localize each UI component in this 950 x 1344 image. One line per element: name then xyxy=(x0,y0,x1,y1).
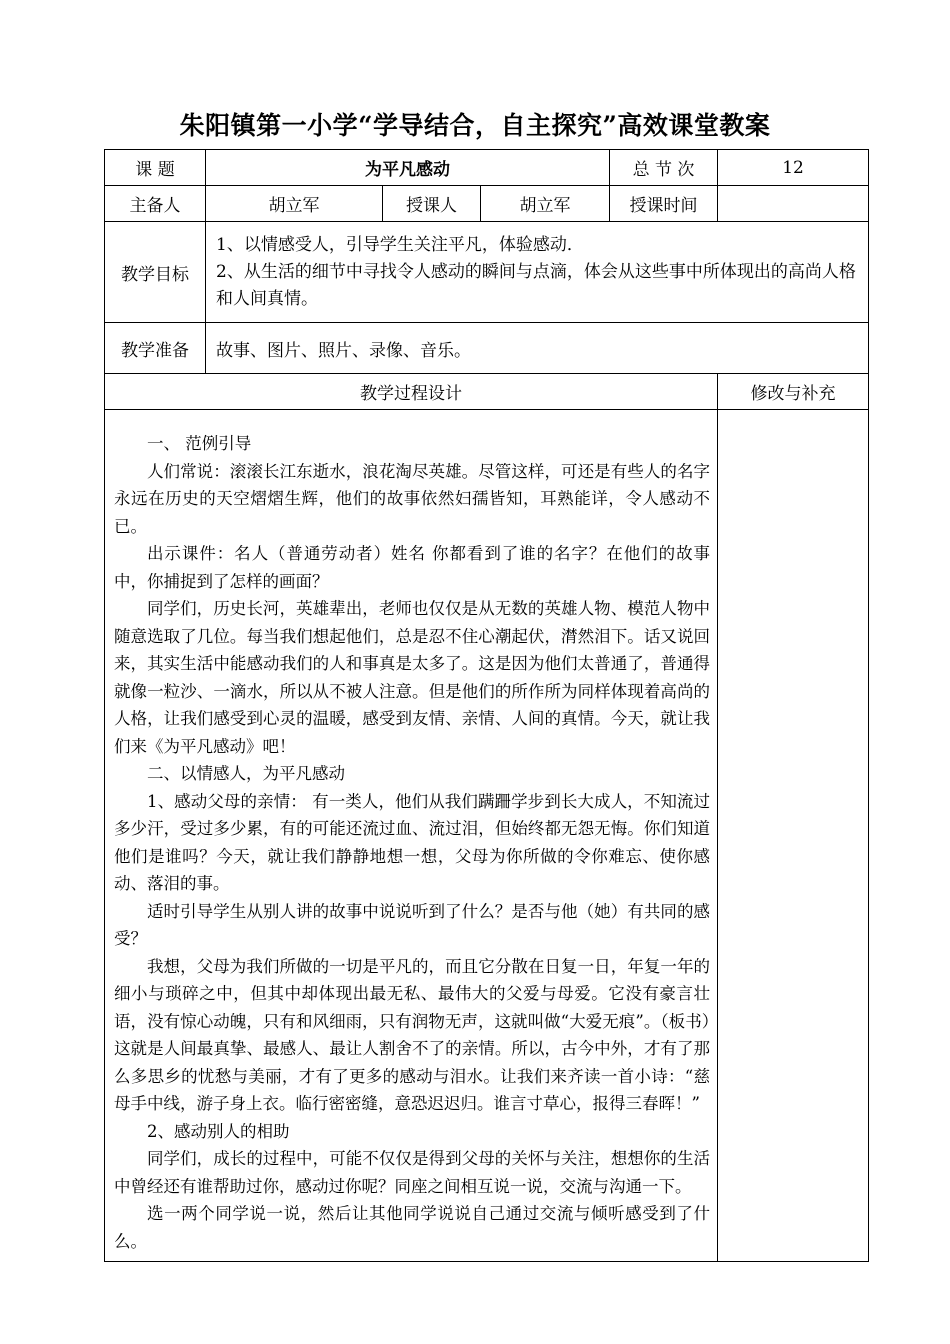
topic-row xyxy=(105,150,869,186)
total-lessons-label: 总 节 次 xyxy=(610,150,718,186)
paragraph: 同学们，成长的过程中，可能不仅仅是得到父母的关怀与关注，想想你的生活中曾经还有谁帮助过你，感动过你呢？同座之间相互说一说，交流与沟通一下。 xyxy=(114,1149,710,1196)
section-heading: 二、以情感人，为平凡感动 xyxy=(147,764,345,783)
paragraph: 1、感动父母的亲情： 有一类人，他们从我们蹒跚学步到长大成人，不知流过多少汗，受过多少累，有的可能还流过血、流过泪，但始终都无怨无悔。你们知道他们是谁吗？今天，就让我们静静地想一想，父母为你所做的令你难忘、使你感动、落泪的事。 xyxy=(114,791,710,893)
page-title: 朱阳镇第一小学“学导结合，自主探究”高效课堂教案 xyxy=(179,111,771,140)
side-notes-cell xyxy=(718,410,869,1262)
goal-line: 1、以情感受人，引导学生关注平凡，体验感动． xyxy=(216,234,584,255)
paragraph: 选一两个同学说一说，然后让其他同学说说自己通过交流与倾听感受到了什么。 xyxy=(114,1204,710,1251)
topic-value: 为平凡感动 xyxy=(206,150,610,186)
goals-content xyxy=(206,222,869,323)
goal-line: 2、从生活的细节中寻找令人感动的瞬间与点滴，体会从这些事中所体现出的高尚人格和人间真情。 xyxy=(216,261,856,309)
preparer-value: 胡立军 xyxy=(206,186,383,222)
process-header-row xyxy=(105,374,869,410)
section-heading: 一、 范例引导 xyxy=(147,434,252,453)
process-body-row xyxy=(105,410,869,1262)
process-content xyxy=(105,410,718,1262)
process-header: 教学过程设计 xyxy=(105,374,718,410)
paragraph: 出示课件：名人（普通劳动者）姓名 你都看到了谁的名字？在他们的故事中，你捕捉到了怎样的画面？ xyxy=(114,544,710,591)
prep-value: 故事、图片、照片、录像、音乐。 xyxy=(206,323,869,374)
paragraph: 同学们，历史长河，英雄辈出，老师也仅仅是从无数的英雄人物、模范人物中随意选取了几位。每当我们想起他们，总是忍不住心潮起伏，潸然泪下。话又说回来，其实生活中能感动我们的人和事真是太多了。这是因为他们太普通了，普通得就像一粒沙、一滴水，所以从不被人注意。但是他们的所作所为同样体现着高尚的人格，让我们感受到心灵的温暖，感受到友情、亲情、人间的真情。今天，就让我们来《为平凡感动》吧！ xyxy=(114,599,710,756)
paragraph: 人们常说：滚滚长江东逝水，浪花淘尽英雄。尽管这样，可还是有些人的名字永远在历史的天空熠熠生辉，他们的故事依然妇孺皆知，耳熟能详，令人感动不已。 xyxy=(114,461,710,536)
time-label: 授课时间 xyxy=(610,186,718,222)
paragraph: 我想，父母为我们所做的一切是平凡的，而且它分散在日复一日，年复一年的细小与琐碎之中，但其中却体现出最无私、最伟大的父爱与母爱。它没有豪言壮语，没有惊心动魄，只有和风细雨，只有润物无声，这就叫做“大爱无痕”。（板书）这就是人间最真挚、最感人、最让人割舍不了的亲情。所以，古今中外，才有了那么多思乡的忧愁与美丽，才有了更多的感动与泪水。让我们来齐读一首小诗：“慈母手中线，游子身上衣。临行密密缝，意恐迟迟归。谁言寸草心，报得三春晖！” xyxy=(114,956,710,1113)
preparer-row xyxy=(105,186,869,222)
teacher-value: 胡立军 xyxy=(481,186,610,222)
teacher-label: 授课人 xyxy=(383,186,481,222)
subsection-heading: 2、感动别人的相助 xyxy=(147,1121,290,1141)
goals-row xyxy=(105,222,869,323)
prep-row xyxy=(105,323,869,374)
topic-label: 课 题 xyxy=(105,150,206,186)
goals-label: 教学目标 xyxy=(105,222,206,323)
preparer-label: 主备人 xyxy=(105,186,206,222)
side-notes-header: 修改与补充 xyxy=(718,374,869,410)
lesson-plan-table xyxy=(104,149,869,1262)
total-lessons-value: 12 xyxy=(718,150,869,186)
prep-label: 教学准备 xyxy=(105,323,206,374)
time-value xyxy=(718,186,869,222)
paragraph: 适时引导学生从别人讲的故事中说说听到了什么？是否与他（她）有共同的感受？ xyxy=(114,901,710,948)
